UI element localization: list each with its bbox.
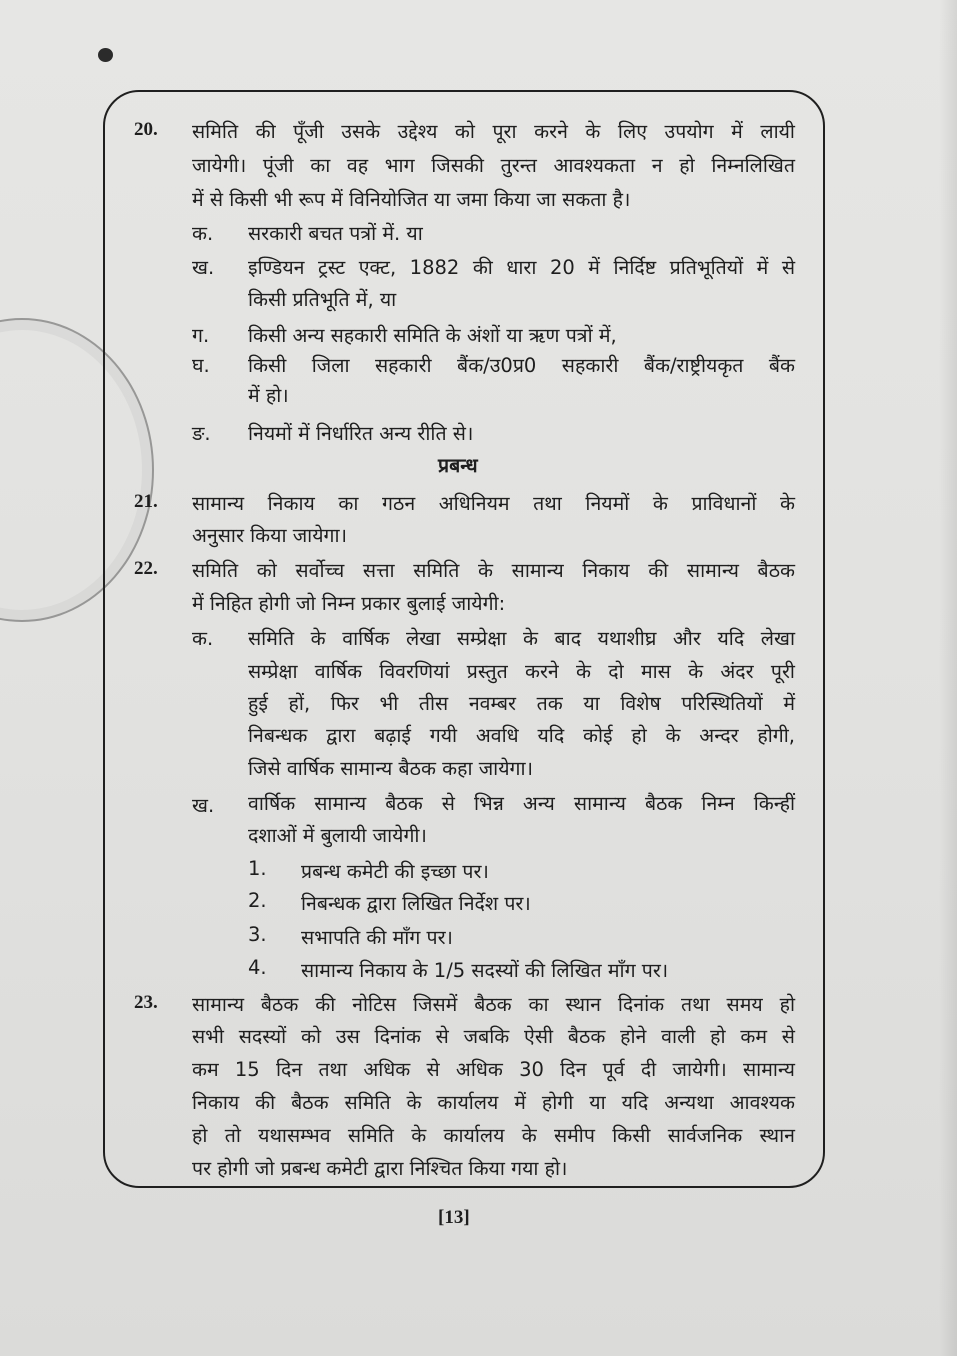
sub-item-letter: ख. — [192, 256, 215, 279]
point-number: 1. — [248, 857, 267, 880]
sub-item-text: किसी प्रतिभूति में, या — [248, 288, 397, 311]
sub-item-letter: ख. — [192, 794, 215, 817]
clause-line: अनुसार किया जायेगा। — [192, 524, 347, 547]
clause-line: हो तो यथासम्भव समिति के कार्यालय के समीप किसी सार्वजनिक स्थान — [192, 1124, 795, 1147]
clause-line: समिति की पूँजी उसके उद्देश्य को पूरा करने के लिए उपयोग में लायी — [192, 120, 795, 143]
sub-item-text: सम्प्रेक्षा वार्षिक विवरणियां प्रस्तुत करने के दो मास के अंदर पूरी — [248, 660, 795, 683]
clause-number: 23. — [134, 992, 158, 1013]
clause-line: जायेगी। पूंजी का वह भाग जिसकी तुरन्त आवश्यकता न हो निम्नलिखित — [192, 154, 795, 177]
point-number: 4. — [248, 956, 267, 979]
point-number: 2. — [248, 889, 267, 912]
clause-line: समिति को सर्वोच्च सत्ता समिति के सामान्य निकाय की सामान्य बैठक — [192, 559, 795, 582]
clause-line: कम 15 दिन तथा अधिक से अधिक 30 दिन पूर्व दी जायेगी। सामान्य — [192, 1058, 795, 1081]
clause-line: पर होगी जो प्रबन्ध कमेटी द्वारा निश्चित किया गया हो। — [192, 1157, 568, 1180]
sub-item-text: इण्डियन ट्रस्ट एक्ट, 1882 की धारा 20 में निर्दिष्ट प्रतिभूतियों में से — [248, 256, 795, 279]
sub-item-text: निबन्धक द्वारा बढ़ाई गयी अवधि यदि कोई हो के अन्दर होगी, — [248, 724, 795, 747]
sub-item-text: नियमों में निर्धारित अन्य रीति से। — [248, 422, 474, 445]
sub-item-text: में हो। — [248, 384, 289, 407]
sub-item-text: किसी अन्य सहकारी समिति के अंशों या ऋण पत्रों में, — [248, 324, 617, 347]
point-text: सभापति की माँग पर। — [301, 926, 453, 949]
sub-item-text: वार्षिक सामान्य बैठक से भिन्न अन्य सामान्य बैठक निम्न किन्हीं — [248, 792, 795, 815]
clause-line: में से किसी भी रूप में विनियोजित या जमा किया जा सकता है। — [192, 188, 631, 211]
sub-item-text: समिति के वार्षिक लेखा सम्प्रेक्षा के बाद यथाशीघ्र और यदि लेखा — [248, 627, 795, 650]
page-number: [13] — [438, 1207, 470, 1228]
clause-line: में निहित होगी जो निम्न प्रकार बुलाई जायेगी: — [192, 592, 506, 615]
point-text: प्रबन्ध कमेटी की इच्छा पर। — [301, 860, 489, 883]
clause-line: सभी सदस्यों को उस दिनांक से जबकि ऐसी बैठक होने वाली हो कम से — [192, 1025, 795, 1048]
section-heading: प्रबन्ध — [438, 454, 478, 477]
clause-number: 21. — [134, 491, 158, 512]
clause-number: 22. — [134, 558, 158, 579]
sub-item-letter: ङ. — [192, 422, 211, 445]
sub-item-text: जिसे वार्षिक सामान्य बैठक कहा जायेगा। — [248, 757, 533, 780]
clause-line: सामान्य बैठक की नोटिस जिसमें बैठक का स्थान दिनांक तथा समय हो — [192, 993, 795, 1016]
clause-number: 20. — [134, 119, 158, 140]
sub-item-letter: क. — [192, 222, 214, 245]
sub-item-text: हुई हों, फिर भी तीस नवम्बर तक या विशेष परिस्थितियों में — [248, 692, 795, 715]
point-text: सामान्य निकाय के 1/5 सदस्यों की लिखित माँग पर। — [301, 959, 669, 982]
sub-item-text: किसी जिला सहकारी बैंक/उ0प्र0 सहकारी बैंक/राष्ट्रीयकृत बैंक — [248, 354, 795, 377]
sub-item-text: दशाओं में बुलायी जायेगी। — [248, 824, 427, 847]
point-number: 3. — [248, 923, 267, 946]
clause-line: निकाय की बैठक समिति के कार्यालय में होगी या यदि अन्यथा आवश्यक — [192, 1091, 795, 1114]
point-text: निबन्धक द्वारा लिखित निर्देश पर। — [301, 892, 531, 915]
sub-item-letter: घ. — [192, 354, 210, 377]
sub-item-letter: क. — [192, 627, 214, 650]
sub-item-letter: ग. — [192, 324, 210, 347]
sub-item-text: सरकारी बचत पत्रों में. या — [248, 222, 423, 245]
clause-line: सामान्य निकाय का गठन अधिनियम तथा नियमों के प्राविधानों के — [192, 492, 795, 515]
